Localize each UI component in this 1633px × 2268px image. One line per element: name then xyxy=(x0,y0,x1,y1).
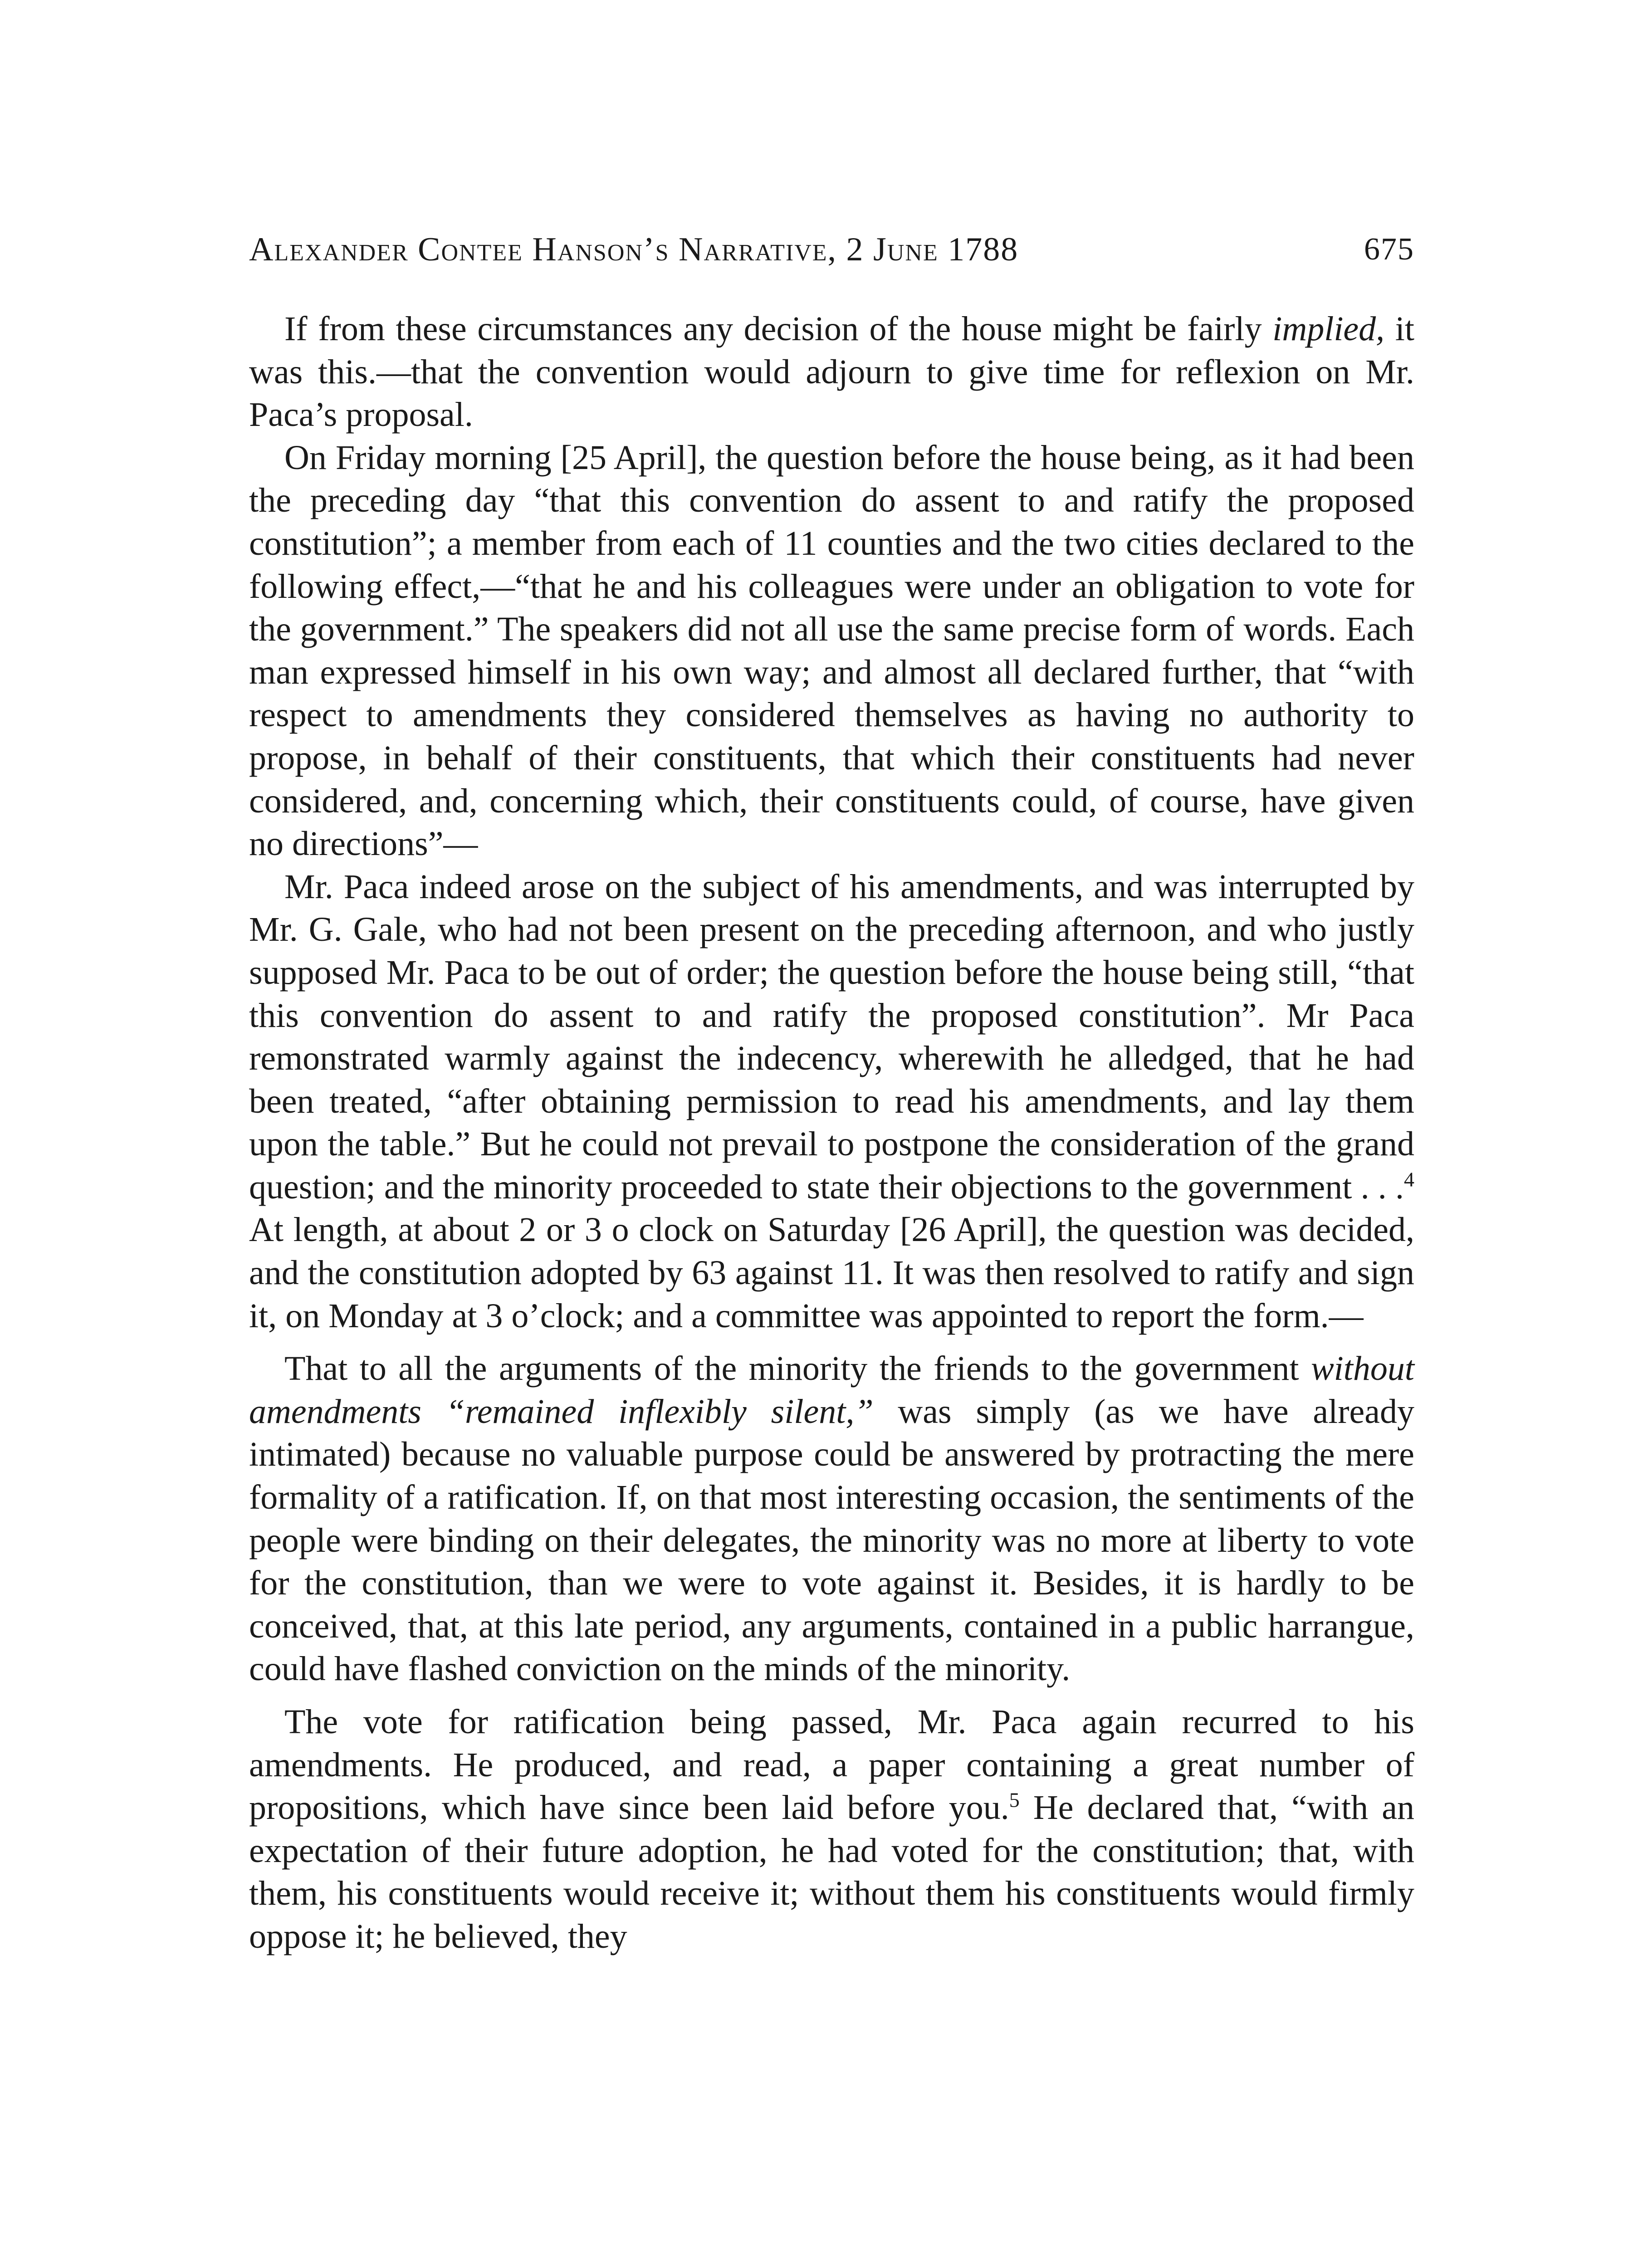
page-number: 675 xyxy=(1364,232,1414,267)
paragraph-text: He declared that, “with an expectation of their future adoption, he had voted for the constitution; that, with them, his constituents would receive it; without them his constituents would firmly oppose it; he believed, they xyxy=(249,1789,1415,1955)
paragraph-text: The vote for ratification being passed, Mr. Paca again recurred to his amendments. He produced, and read, a paper containing a great number of propositions, which have since been laid before you. xyxy=(249,1703,1414,1827)
footnote-marker: 4 xyxy=(1404,1168,1414,1191)
paragraph-2 xyxy=(249,436,1414,865)
paragraph-text: Mr. Paca indeed arose on the subject of his amendments, and was interrupted by Mr. G. Gale, who had not been present on the preceding afternoon, and who justly supposed Mr. Paca to be out of order; the question before the house being still, “that this convention do assent to and ratify the proposed constitution”. Mr Paca remonstrated warmly against the indecency, wherewith he alledged, that he had been treated, “after obtaining permission to read his amendments, and lay them upon the table.” But he could not prevail to postpone the consideration of the grand question; and the minority proceeded to state their objections to the government . . . xyxy=(249,867,1414,1206)
paragraph-3 xyxy=(249,865,1414,1338)
paragraph-5 xyxy=(249,1701,1414,1958)
paragraph-text: On Friday morning [25 April], the question before the house being, as it had been the preceding day “that this convention do assent to and ratify the proposed constitution”; a member from each of 11 counties and the two cities declared to the following effect,—“that he and his colleagues were under an obligation to vote for the government.” The speakers did not all use the same precise form of words. Each man expressed himself in his own way; and almost all declared further, that “with respect to amendments they considered themselves as having no authority to propose, in behalf of their constituents, that which their constituents had never considered, and, concerning which, their constituents could, of course, have given no directions”— xyxy=(249,438,1414,863)
running-head-title: Alexander Contee Hanson’s Narrative, 2 June 1788 xyxy=(249,231,1019,268)
paragraph-1 xyxy=(249,308,1414,436)
italic-text: implied, xyxy=(1272,310,1385,348)
footnote-marker: 5 xyxy=(1009,1788,1020,1812)
paragraph-4 xyxy=(249,1347,1414,1691)
paragraph-text: it was this.—that the convention would adjourn to give time for reflexion on Mr. Paca’s proposal. xyxy=(249,310,1414,434)
running-head xyxy=(249,227,1414,272)
paragraph-text: At length, at about 2 or 3 o clock on Saturday [26 April], the question was decided, and the constitution adopted by 63 against 11. It was then resolved to ratify and sign it, on Monday at 3 o’clock; and a committee was appointed to report the form.— xyxy=(249,1211,1414,1335)
italic-text: without amendments “remained inflexibly silent,” xyxy=(249,1349,1414,1431)
paragraph-text: was simply (as we have already intimated) because no valuable purpose could be answered by protracting the mere formality of a ratification. If, on that most interesting occasion, the sentiments of the people were binding on their delegates, the minority was no more at liberty to vote for the constitution, than we were to vote against it. Besides, it is hardly to be conceived, that, at this late period, any arguments, contained in a public harrangue, could have flashed conviction on the minds of the minority. xyxy=(249,1392,1414,1688)
body-text xyxy=(249,308,1414,1958)
paragraph-text: If from these circumstances any decision of the house might be fairly xyxy=(284,310,1273,348)
paragraph-text: That to all the arguments of the minority the friends to the government xyxy=(284,1349,1311,1388)
